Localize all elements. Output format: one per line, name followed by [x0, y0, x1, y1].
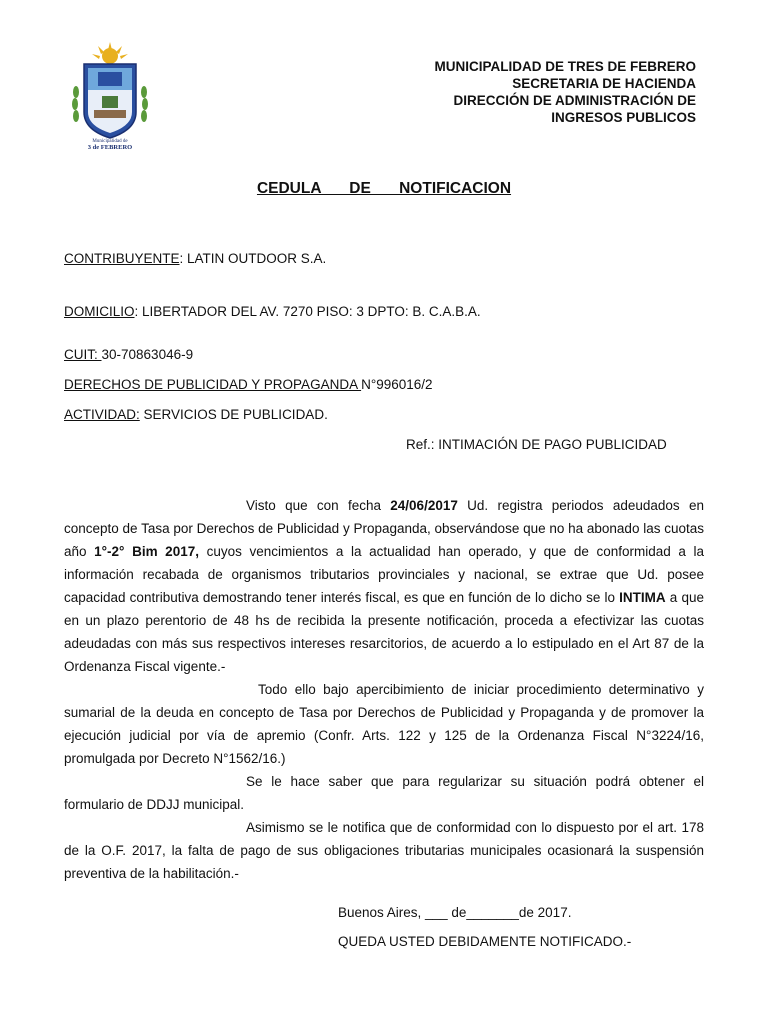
domicilio-field: [64, 304, 481, 319]
actividad-value: SERVICIOS DE PUBLICIDAD.: [139, 407, 328, 422]
cuit-label: CUIT:: [64, 347, 102, 362]
paragraph-4: Asimismo se le notifica que de conformidad con lo dispuesto por el art. 178 de la O.F. 2017, la falta de pago de sus obligaciones tributarias municipales ocasionará la suspensión preventiva de la habilitación.-: [64, 820, 704, 881]
contribuyente-value: : LATIN OUTDOOR S.A.: [179, 251, 327, 266]
header-line-4: INGRESOS PUBLICOS: [551, 110, 696, 125]
actividad-label: ACTIVIDAD:: [64, 407, 140, 422]
derechos-field: [64, 377, 433, 392]
municipality-logo: [68, 42, 152, 150]
p1-date: 24/06/2017: [390, 498, 458, 513]
contribuyente-label: CONTRIBUYENTE: [64, 251, 180, 266]
p1-text-a: Ud. registra periodos adeudados en concepto de Tasa por Derechos de Publicidad y Propaganda, observándose que no ha abonado las cuotas año: [64, 498, 704, 559]
header-line-3: DIRECCIÓN DE ADMINISTRACIÓN DE: [453, 93, 696, 108]
contribuyente-field: [64, 251, 326, 266]
derechos-label: DERECHOS DE PUBLICIDAD Y PROPAGANDA: [64, 377, 362, 392]
p1-period: 1°-2° Bim 2017,: [94, 544, 199, 559]
p1-text-c: a que en un plazo perentorio de 48 hs de recibida la presente notificación, proceda a efectivizar las cuotas adeudadas con más sus respectivos intereses resarcitorios, de acuerdo a lo estipulado en el Art 87 de la Ordenanza Fiscal vigente.-: [64, 590, 704, 674]
paragraph-2: Todo ello bajo apercibimiento de iniciar procedimiento determinativo y sumarial de la deuda en concepto de Tasa por Derechos de Publicidad y Propaganda y de promover la ejecución judicial por vía de apremio (Confr. Arts. 122 y 125 de la Ordenanza Fiscal N°3224/16, promulgada por Decreto N°1562/16.): [64, 682, 704, 766]
document-title: CEDULA DE NOTIFICACION: [256, 180, 512, 197]
notice-body: [64, 494, 704, 885]
header-line-1: MUNICIPALIDAD DE TRES DE FEBRERO: [434, 59, 696, 74]
cuit-field: [64, 347, 193, 362]
p1-intro: Visto que con fecha: [246, 498, 391, 513]
logo-caption-2: 3 de FEBRERO: [87, 144, 133, 150]
domicilio-value: : LIBERTADOR DEL AV. 7270 PISO: 3 DPTO: B. C.A.B.A.: [134, 304, 481, 319]
reference-line: Ref.: INTIMACIÓN DE PAGO PUBLICIDAD: [406, 437, 667, 452]
cuit-value: 30-70863046-9: [101, 347, 194, 362]
paragraph-3: Se le hace saber que para regularizar su situación podrá obtener el formulario de DDJJ municipal.: [64, 774, 704, 812]
actividad-field: [64, 407, 328, 422]
derechos-value: N°996016/2: [361, 377, 433, 392]
coat-of-arms-icon: [68, 42, 152, 150]
place-date-line: Buenos Aires, ___ de_______de 2017.: [338, 905, 572, 920]
paragraph-1: [64, 494, 704, 678]
logo-caption-1: Municipalidad de: [92, 139, 128, 144]
p1-text-b: cuyos vencimientos a la actualidad han operado, y que de conformidad a la información recabada de organismos tributarios provinciales y nacional, se extrae que Ud. posee capacidad contributiva demostrando tener interés fiscal, es que en función de lo dicho se lo: [64, 544, 704, 605]
header-line-2: SECRETARIA DE HACIENDA: [512, 76, 696, 91]
domicilio-label: DOMICILIO: [64, 304, 135, 319]
notified-statement: QUEDA USTED DEBIDAMENTE NOTIFICADO.-: [338, 934, 632, 949]
issuer-header: [434, 58, 696, 126]
p1-intima: INTIMA: [619, 590, 666, 605]
